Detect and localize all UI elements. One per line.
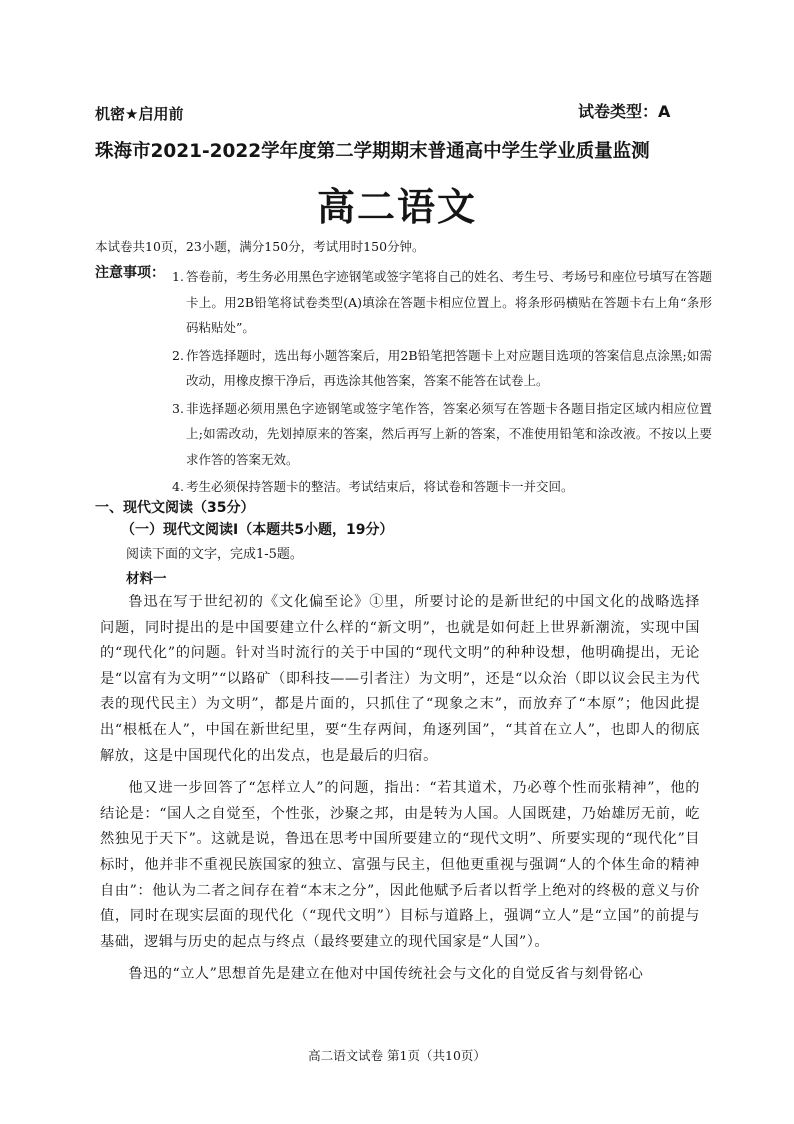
passage-paragraph: 鲁迅的“立人”思想首先是建立在他对中国传统社会与文化的自觉反省与刻骨铭心 xyxy=(128,966,644,983)
note-text: 非选择题必须用黑色字迹钢笔或签字笔作答，答案必须写在答题卡各题目指定区域内相应位置上;如需改动，先划掉原来的答案，然后再写上新的答案，不准使用铅笔和涂改液。不按以上要求作答的答案无效。 xyxy=(186,400,712,467)
exam-title: 珠海市2021-2022学年度第二学期期末普通高中学生学业质量监测 xyxy=(95,141,650,162)
note-text: 作答选择题时，选出每小题答案后，用2B铅笔把答题卡上对应题目选项的答案信息点涂黑;如需改动，用橡皮擦干净后，再选涂其他答案，答案不能答在试卷上。 xyxy=(186,347,712,388)
passage-paragraph: 鲁迅在写于世纪初的《文化偏至论》①里，所要讨论的是新世纪的中国文化的战略选择问题，同时提出的是中国要建立什么样的“新文明”，也就是如何赶上世界新潮流，实现中国的“现代化”的问题。针对当时流行的关于中国的“现代文明”的种种设想，他明确提出，无论是“以富有为文明”“以路矿（即科技——引者注）为文明”，还是“以众治（即以议会民主为代表的现代民主）为文明”，都是片面的，只抓住了“现象之末”，而放弃了“本原”；他因此提出“根柢在人”，中国在新世纪里，要“生存两间，角逐列国”，“其首在立人”，也即人的彻底解放，这是中国现代化的出发点，也是最后的归宿。 xyxy=(100,594,700,764)
note-number: 1. xyxy=(172,269,184,284)
reading-instruction: 阅读下面的文字，完成1-5题。 xyxy=(126,547,303,562)
exam-intro: 本试卷共10页，23小题，满分150分，考试用时150分钟。 xyxy=(95,239,425,254)
note-item xyxy=(172,343,712,394)
subsection-heading: （一）现代文阅读Ⅰ（本题共5小题，19分） xyxy=(121,522,394,538)
secret-label: 机密★启用前 xyxy=(95,105,184,123)
note-item xyxy=(172,264,712,341)
notes-label: 注意事项： xyxy=(95,265,165,281)
note-item xyxy=(172,396,712,473)
passage-body xyxy=(100,590,700,995)
page-footer: 高二语文试卷 第1页（共10页） xyxy=(308,1048,486,1063)
passage-paragraph: 他又进一步回答了“怎样立人”的问题，指出：“若其道术，乃必尊个性而张精神”，他的结论是：“国人之自觉至，个性张，沙聚之邦，由是转为人国。人国既建，乃始雄厉无前，屹然独见于天下”。这就是说，鲁迅在思考中国所要建立的“现代文明”、所要实现的“现代化”目标时，他并非不重视民族国家的独立、富强与民主，但他更重视与强调“人的个体生命的精神自由”：他认为二者之间存在着“本末之分”，因此他赋予后者以哲学上绝对的终极的意义与价值，同时在现实层面的现代化（“现代文明”）目标与道路上，强调“立人”是“立国”的前提与基础，逻辑与历史的起点与终点（最终要建立的现代国家是“人国”）。 xyxy=(100,780,700,950)
note-number: 3. xyxy=(172,400,184,416)
note-number: 4. xyxy=(172,479,184,494)
paper-type-label: 试卷类型：A xyxy=(578,102,671,121)
material-label: 材料一 xyxy=(126,571,167,587)
note-text: 考生必须保持答题卡的整洁。考试结束后，将试卷和答题卡一并交回。 xyxy=(186,479,574,494)
subject-title: 高二语文 xyxy=(316,184,477,229)
note-text: 答卷前，考生务必用黑色字迹钢笔或签字笔将自己的姓名、考生号、考场号和座位号填写在答题卡上。用2B铅笔将试卷类型(A)填涂在答题卡相应位置上。将条形码横贴在答题卡右上角“条形码粘贴处”。 xyxy=(186,269,712,335)
section-heading: 一、现代文阅读（35分） xyxy=(95,500,255,516)
note-item xyxy=(172,474,712,500)
note-number: 2. xyxy=(172,347,184,363)
notes-list xyxy=(172,264,712,502)
